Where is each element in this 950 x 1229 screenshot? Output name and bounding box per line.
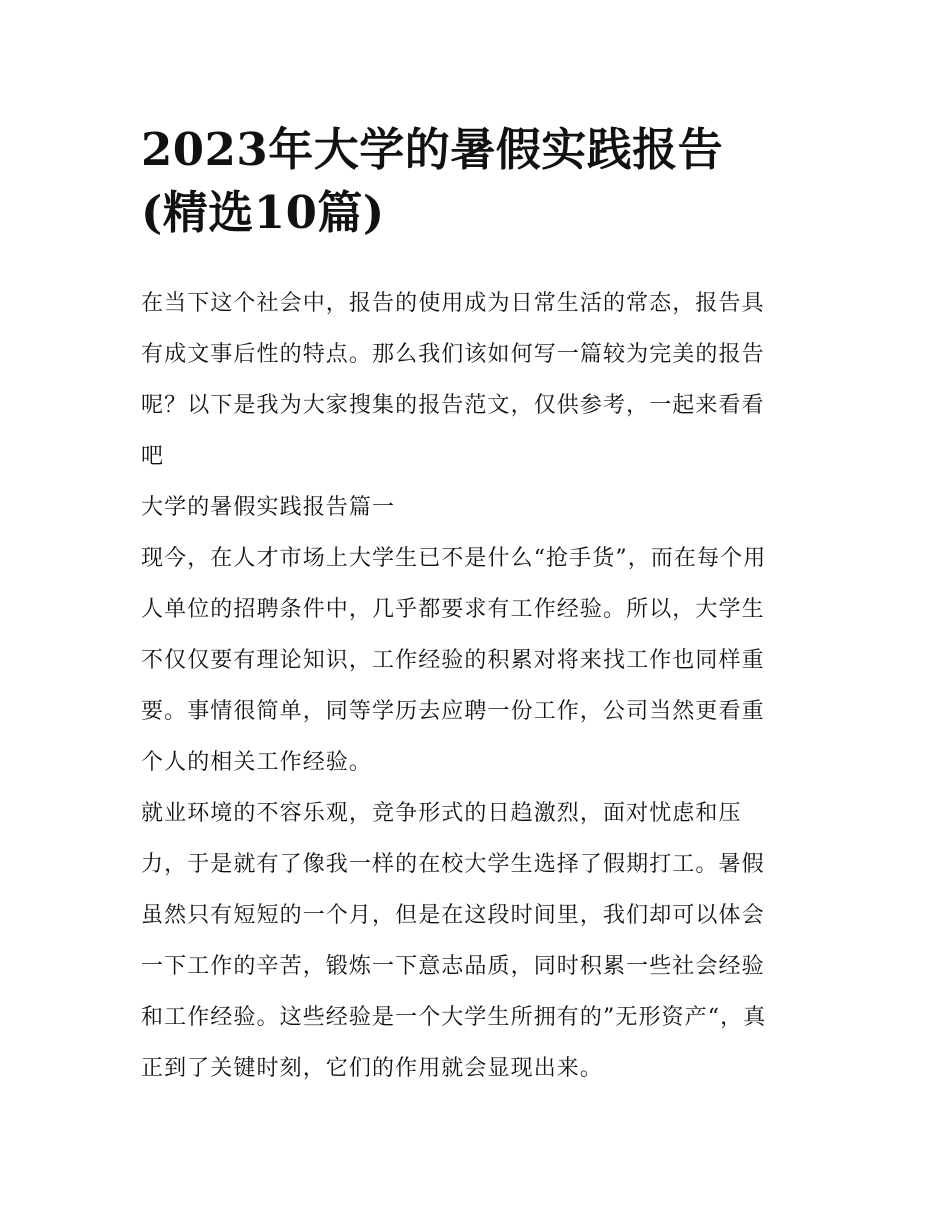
title-line: (精选10篇) xyxy=(141,186,385,239)
text-line: 现今，在人才市场上大学生已不是什么“抢手货”，而在每个用 xyxy=(141,546,767,571)
text-line: 大学的暑假实践报告篇一 xyxy=(141,495,396,520)
text-line: 吧 xyxy=(141,444,165,469)
text-line: 力，于是就有了像我一样的在校大学生选择了假期打工。暑假 xyxy=(141,852,765,877)
text-line: 有成文事后性的特点。那么我们该如何写一篇较为完美的报告 xyxy=(141,342,765,367)
body-paragraph xyxy=(141,788,813,1094)
text-line: 虽然只有短短的一个月，但是在这段时间里，我们却可以体会 xyxy=(141,903,765,928)
text-line: 一下工作的辛苦，锻炼一下意志品质，同时积累一些社会经验 xyxy=(141,954,765,979)
text-line: 人单位的招聘条件中，几乎都要求有工作经验。所以，大学生 xyxy=(141,597,765,622)
section-heading xyxy=(141,482,813,533)
text-line: 呢？以下是我为大家搜集的报告范文，仅供参考，一起来看看 xyxy=(141,393,765,418)
intro-paragraph xyxy=(141,278,813,482)
text-line: 不仅仅要有理论知识，工作经验的积累对将来找工作也同样重 xyxy=(141,648,765,673)
document-title xyxy=(141,118,821,244)
text-line: 正到了关键时刻，它们的作用就会显现出来。 xyxy=(141,1056,604,1081)
text-line: 就业环境的不容乐观，竞争形式的日趋激烈，面对忧虑和压 xyxy=(141,801,742,826)
document-body xyxy=(141,278,813,1094)
body-paragraph xyxy=(141,533,813,788)
text-line: 个人的相关工作经验。 xyxy=(141,750,373,775)
text-line: 在当下这个社会中，报告的使用成为日常生活的常态，报告具 xyxy=(141,291,765,316)
text-line: 要。事情很简单，同等学历去应聘一份工作，公司当然更看重 xyxy=(141,699,765,724)
text-line: 和工作经验。这些经验是一个大学生所拥有的”无形资产“，真 xyxy=(141,1005,767,1030)
title-line: 2023年大学的暑假实践报告 xyxy=(141,123,724,176)
